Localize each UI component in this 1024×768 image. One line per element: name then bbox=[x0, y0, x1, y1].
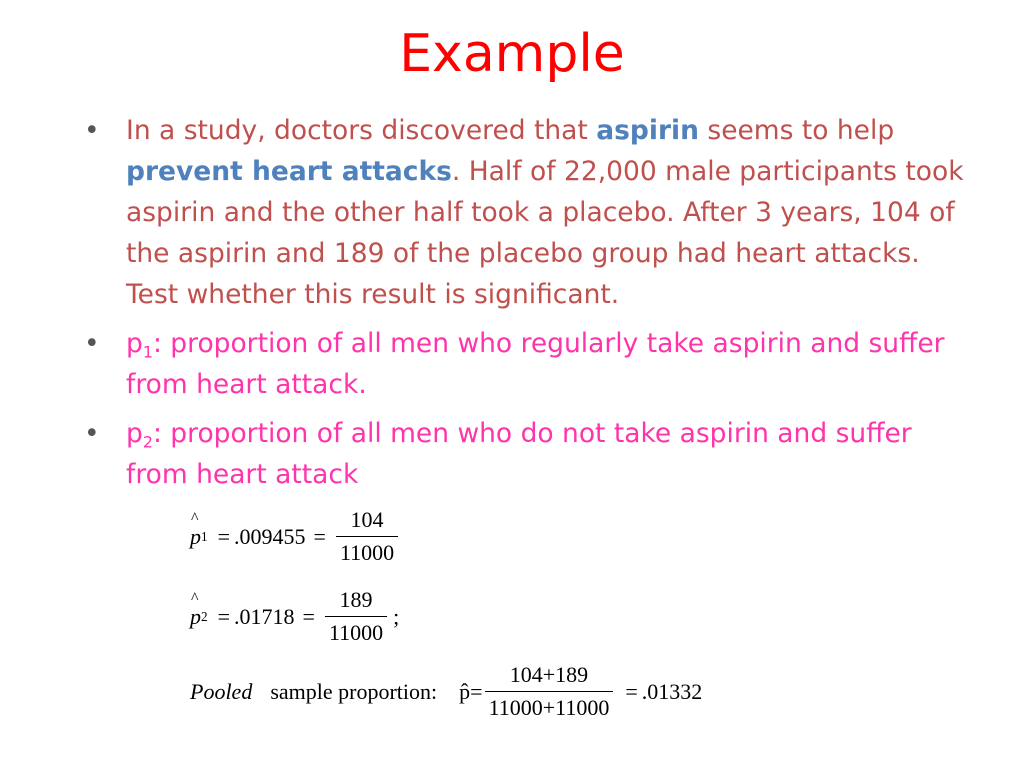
p2-hat-symbol bbox=[190, 589, 201, 630]
bullet-list bbox=[84, 110, 964, 495]
pooled-label: Pooled bbox=[190, 678, 253, 704]
fraction-denominator: 11000 bbox=[336, 536, 398, 566]
p1-hat-symbol bbox=[190, 509, 201, 550]
bullet-p2-definition bbox=[84, 413, 964, 495]
slide-title: Example bbox=[399, 24, 625, 84]
pooled-p-hat-symbol: p̂= bbox=[459, 678, 483, 704]
bullet-marker: • bbox=[84, 115, 100, 146]
fraction-denominator: 11000+11000 bbox=[485, 691, 614, 721]
sample-proportion-label: sample proportion: bbox=[270, 678, 438, 704]
hat-mark: ^ bbox=[191, 509, 199, 527]
highlight-aspirin: aspirin bbox=[596, 115, 699, 146]
equation-p1-hat: ^ p 1 = .009455 = $\frac{104}{11000}$ bbox=[190, 507, 404, 566]
equation-pooled-proportion bbox=[190, 662, 702, 721]
study-text-part-1: In a study, doctors discovered that bbox=[126, 115, 597, 146]
fraction-numerator: 104 bbox=[350, 507, 384, 532]
equation-p2-hat: ^ p 2 = .01718 = $\frac{189}{11000}$ ; bbox=[190, 587, 400, 645]
fraction-numerator: 189 bbox=[339, 587, 373, 612]
fraction-denominator: 11000 bbox=[325, 616, 387, 646]
equals-sign: = bbox=[313, 523, 326, 549]
p2-definition-text: : proportion of all men who do not take aspirin and suffer from heart attack bbox=[126, 418, 912, 490]
highlight-prevent-heart-attacks: prevent heart attacks bbox=[126, 156, 452, 187]
study-text-part-3: . Half of 22,000 male participants took aspirin and the other half took a placebo. After 3 years, 104 of the aspirin and 189 of the placebo group had heart attacks. Test whether this result is significant. bbox=[126, 156, 964, 310]
p2-symbol: p bbox=[126, 418, 143, 449]
hat-mark: ^ bbox=[191, 589, 199, 607]
semicolon: ; bbox=[393, 603, 400, 629]
pooled-result: .01332 bbox=[641, 678, 703, 704]
equals-sign: = bbox=[217, 603, 231, 629]
p2-hat-fraction bbox=[325, 587, 387, 646]
equals-sign: = bbox=[625, 678, 638, 704]
bullet-study-description bbox=[84, 110, 964, 315]
p1-hat-value: .009455 bbox=[234, 523, 306, 549]
p2-subscript: 2 bbox=[142, 432, 153, 452]
p-variable: p bbox=[190, 603, 201, 629]
p1-hat-fraction bbox=[336, 507, 398, 566]
bullet-p1-definition bbox=[84, 323, 964, 405]
study-text-part-2: seems to help bbox=[698, 115, 895, 146]
p1-subscript: 1 bbox=[142, 342, 153, 362]
p1-definition-text: : proportion of all men who regularly take aspirin and suffer from heart attack. bbox=[126, 328, 945, 400]
pooled-fraction bbox=[485, 662, 614, 721]
equals-sign: = bbox=[217, 523, 231, 549]
p-variable: p bbox=[190, 523, 201, 549]
equals-sign: = bbox=[302, 603, 315, 629]
p1-symbol: p bbox=[126, 328, 143, 359]
p2-hat-value: .01718 bbox=[234, 603, 295, 629]
bullet-marker: • bbox=[84, 418, 100, 449]
bullet-marker: • bbox=[84, 328, 100, 359]
fraction-numerator: 104+189 bbox=[509, 662, 589, 687]
